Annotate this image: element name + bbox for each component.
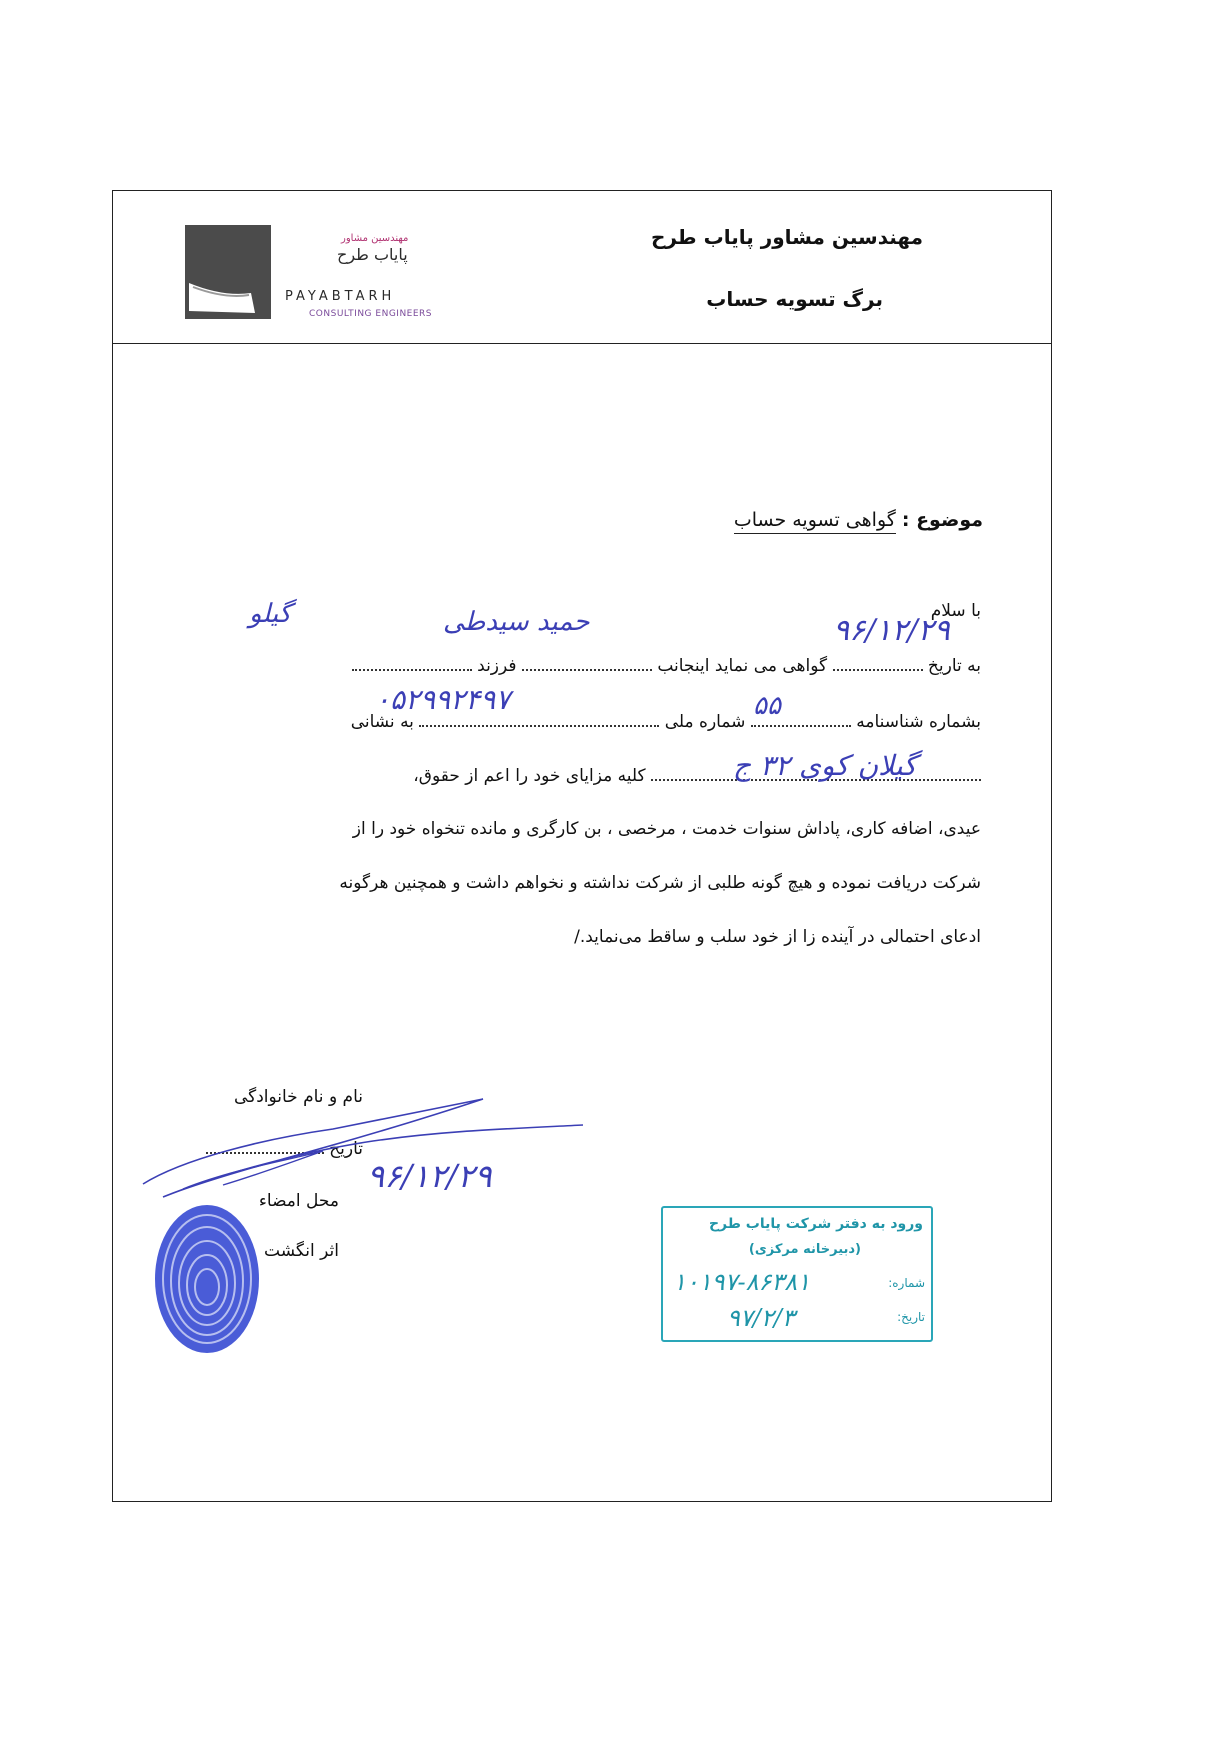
name-field [522,653,652,671]
handwritten-father: گیلو [249,599,292,629]
handwritten-id: ۵۵ [753,691,781,721]
stamp-title: ورود به دفتر شرکت پایاب طرح [708,1216,923,1232]
benefits-text: کلیه مزایای خود را اعم از حقوق، [413,766,646,786]
greeting: با سلام [930,601,981,621]
father-label: فرزند [477,656,517,676]
sig-date-label: تاریخ [329,1139,363,1159]
date-label: به تاریخ [927,656,981,676]
stamp-date-value: ۹۷/۲/۳ [727,1304,795,1332]
stamp-number-value: ۱۰۱۹۷-۸۶۳۸۱ [673,1268,811,1296]
handwritten-name: حمید سیدطی [443,607,590,637]
header-divider [113,343,1051,344]
handwritten-national-id: ۰۵۲۹۹۲۴۹۷ [375,683,511,716]
signature-icon [123,1089,603,1209]
body-line-4: عیدی، اضافه کاری، پاداش سنوات خدمت ، مرخصی ، بن کارگری و مانده تنخواه خود را از [352,819,981,839]
logo-mark-icon [185,225,271,319]
company-name: مهندسین مشاور پایاب طرح [650,225,923,249]
subject-line [734,509,983,531]
logo-name-en: PAYABTARH [285,289,396,304]
body-line-6: ادعای احتمالی در آینده زا از خود سلب و ساقط می‌نماید./ [574,927,981,947]
registry-stamp [661,1206,933,1342]
declare-text: گواهی می نماید اینجانب [657,656,828,676]
body-line-5: شرکت دریافت نموده و هیچ گونه طلبی از شرکت نداشته و نخواهم داشت و همچنین هرگونه [339,873,981,893]
fingerprint-label: اثر انگشت [264,1241,339,1261]
date-field [833,653,923,671]
form-title: برگ تسویه حساب [706,287,883,311]
body-line-1 [352,653,981,676]
sign-place-label: محل امضاء [258,1191,339,1211]
stamp-number-label: شماره: [888,1276,925,1290]
fingerprint-icon [147,1199,267,1359]
logo-subtitle-en: CONSULTING ENGINEERS [309,309,433,319]
handwritten-address: گیلان کوی ۳۲ ج [733,749,917,782]
stamp-date-label: تاریخ: [897,1310,925,1324]
full-name-label: نام و نام خانوادگی [233,1087,363,1107]
id-label: بشماره شناسنامه [856,712,981,732]
logo-subtitle-fa: مهندسین مشاور [341,233,409,244]
handwritten-sig-date: ۹۶/۱۲/۲۹ [367,1157,492,1195]
subject-label: موضوع : [901,509,983,531]
form-frame [112,190,1052,1502]
address-label: به نشانی [350,712,414,732]
national-id-label: شماره ملی [664,712,746,732]
subject-value: گواهی تسویه حساب [734,509,896,534]
stamp-subtitle: (دبیرخانه مرکزی) [748,1242,861,1257]
handwritten-date: ۹۶/۱۲/۲۹ [833,613,950,648]
father-field [352,653,472,671]
logo-name-fa: پایاب طرح [337,245,408,264]
